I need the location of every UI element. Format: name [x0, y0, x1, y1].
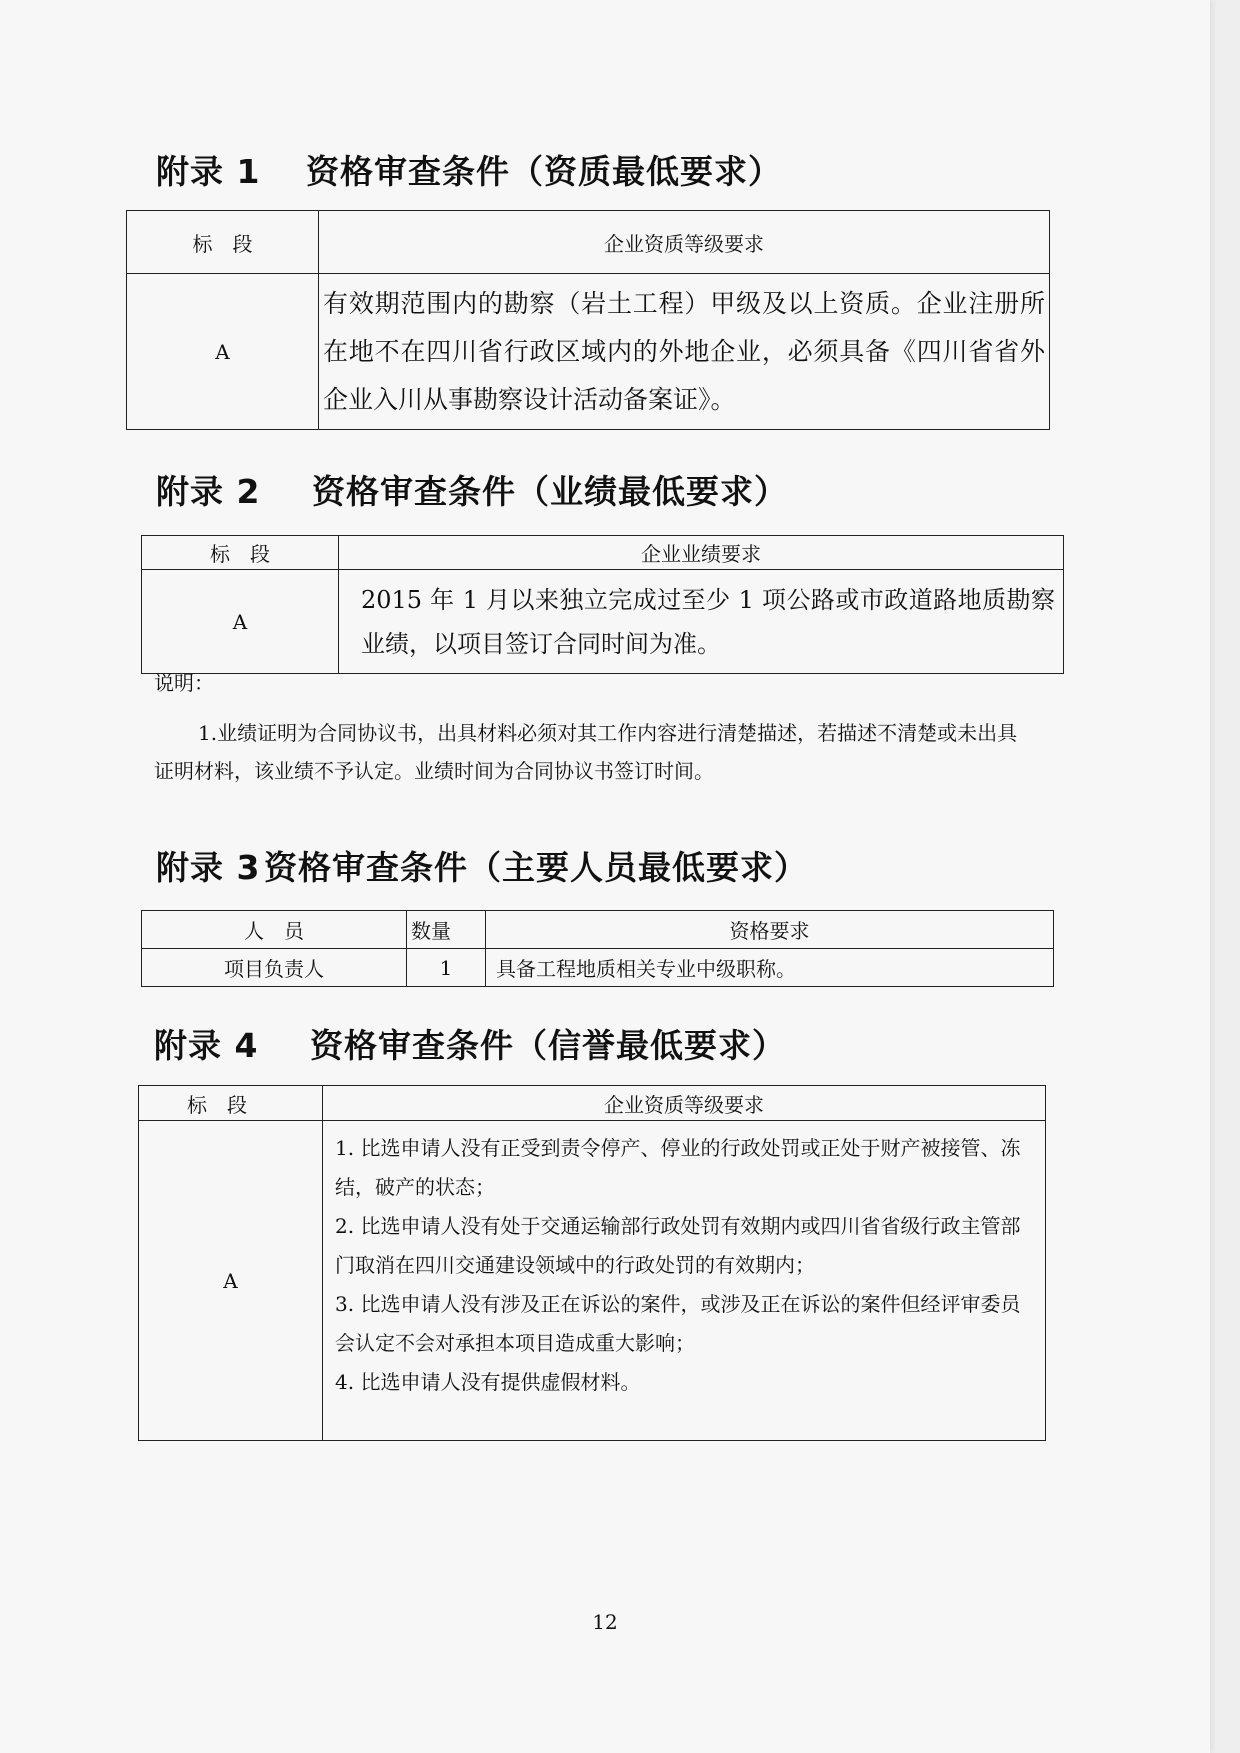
appendix3-header-requirement: 资格要求 — [486, 911, 1054, 949]
appendix2-note-text: 1.业绩证明为合同协议书，出具材料必须对其工作内容进行清楚描述，若描述不清楚或未出具证明材料，该业绩不予认定。业绩时间为合同协议书签订时间。 — [154, 721, 1018, 783]
appendix4-item-2: 2. 比选申请人没有处于交通运输部行政处罚有效期内或四川省省级行政主管部门取消在四川交通建设领域中的行政处罚的有效期内； — [335, 1214, 1021, 1277]
appendix1-table — [126, 210, 1050, 430]
appendix3-heading — [156, 842, 808, 889]
appendix2-title: 资格审查条件（业绩最低要求） — [312, 472, 788, 511]
appendix4-row-requirement — [323, 1121, 1046, 1441]
appendix3-title: 资格审查条件（主要人员最低要求） — [264, 848, 808, 887]
appendix4-item-1: 1. 比选申请人没有正受到责令停产、停业的行政处罚或正处于财产被接管、冻结，破产的状态； — [335, 1136, 1021, 1199]
appendix3-label: 附录 3 — [156, 848, 261, 887]
appendix2-label: 附录 2 — [156, 472, 261, 511]
appendix1-header-requirement: 企业资质等级要求 — [319, 211, 1050, 274]
appendix2-header-requirement: 企业业绩要求 — [339, 536, 1064, 570]
appendix2-table — [141, 535, 1064, 674]
appendix1-header-section: 标 段 — [127, 211, 319, 274]
appendix2-header-section: 标 段 — [142, 536, 339, 570]
appendix3-table — [141, 910, 1054, 987]
appendix4-header-requirement: 企业资质等级要求 — [323, 1086, 1046, 1121]
appendix2-heading — [156, 466, 788, 513]
appendix4-label: 附录 4 — [154, 1026, 259, 1065]
appendix3-row-quantity: 1 — [407, 949, 486, 987]
appendix4-header-section: 标 段 — [139, 1086, 323, 1121]
appendix1-title: 资格审查条件（资质最低要求） — [306, 152, 782, 191]
appendix4-heading — [154, 1020, 786, 1067]
appendix1-row-requirement: 有效期范围内的勘察（岩土工程）甲级及以上资质。企业注册所在地不在四川省行政区域内的外地企业，必须具备《四川省省外企业入川从事勘察设计活动备案证》。 — [319, 274, 1050, 430]
appendix4-row-section: A — [139, 1121, 323, 1441]
appendix2-row-section: A — [142, 570, 339, 674]
appendix3-row-requirement: 具备工程地质相关专业中级职称。 — [486, 949, 1054, 987]
appendix3-header-person: 人 员 — [142, 911, 407, 949]
appendix1-row-section: A — [127, 274, 319, 430]
appendix4-item-4: 4. 比选申请人没有提供虚假材料。 — [335, 1370, 641, 1394]
appendix4-table — [138, 1085, 1046, 1441]
appendix2-note-title: 说明： — [154, 671, 214, 695]
appendix4-item-3: 3. 比选申请人没有涉及正在诉讼的案件，或涉及正在诉讼的案件但经评审委员会认定不会对承担本项目造成重大影响； — [335, 1292, 1021, 1355]
appendix1-heading — [156, 146, 782, 193]
page-number: 12 — [592, 1610, 618, 1634]
appendix3-header-quantity: 数量 — [407, 911, 486, 949]
appendix4-title: 资格审查条件（信誉最低要求） — [310, 1026, 786, 1065]
appendix3-row-person: 项目负责人 — [142, 949, 407, 987]
appendix2-row-requirement: 2015 年 1 月以来独立完成过至少 1 项公路或市政道路地质勘察业绩，以项目签订合同时间为准。 — [339, 570, 1064, 674]
appendix1-label: 附录 1 — [156, 152, 261, 191]
